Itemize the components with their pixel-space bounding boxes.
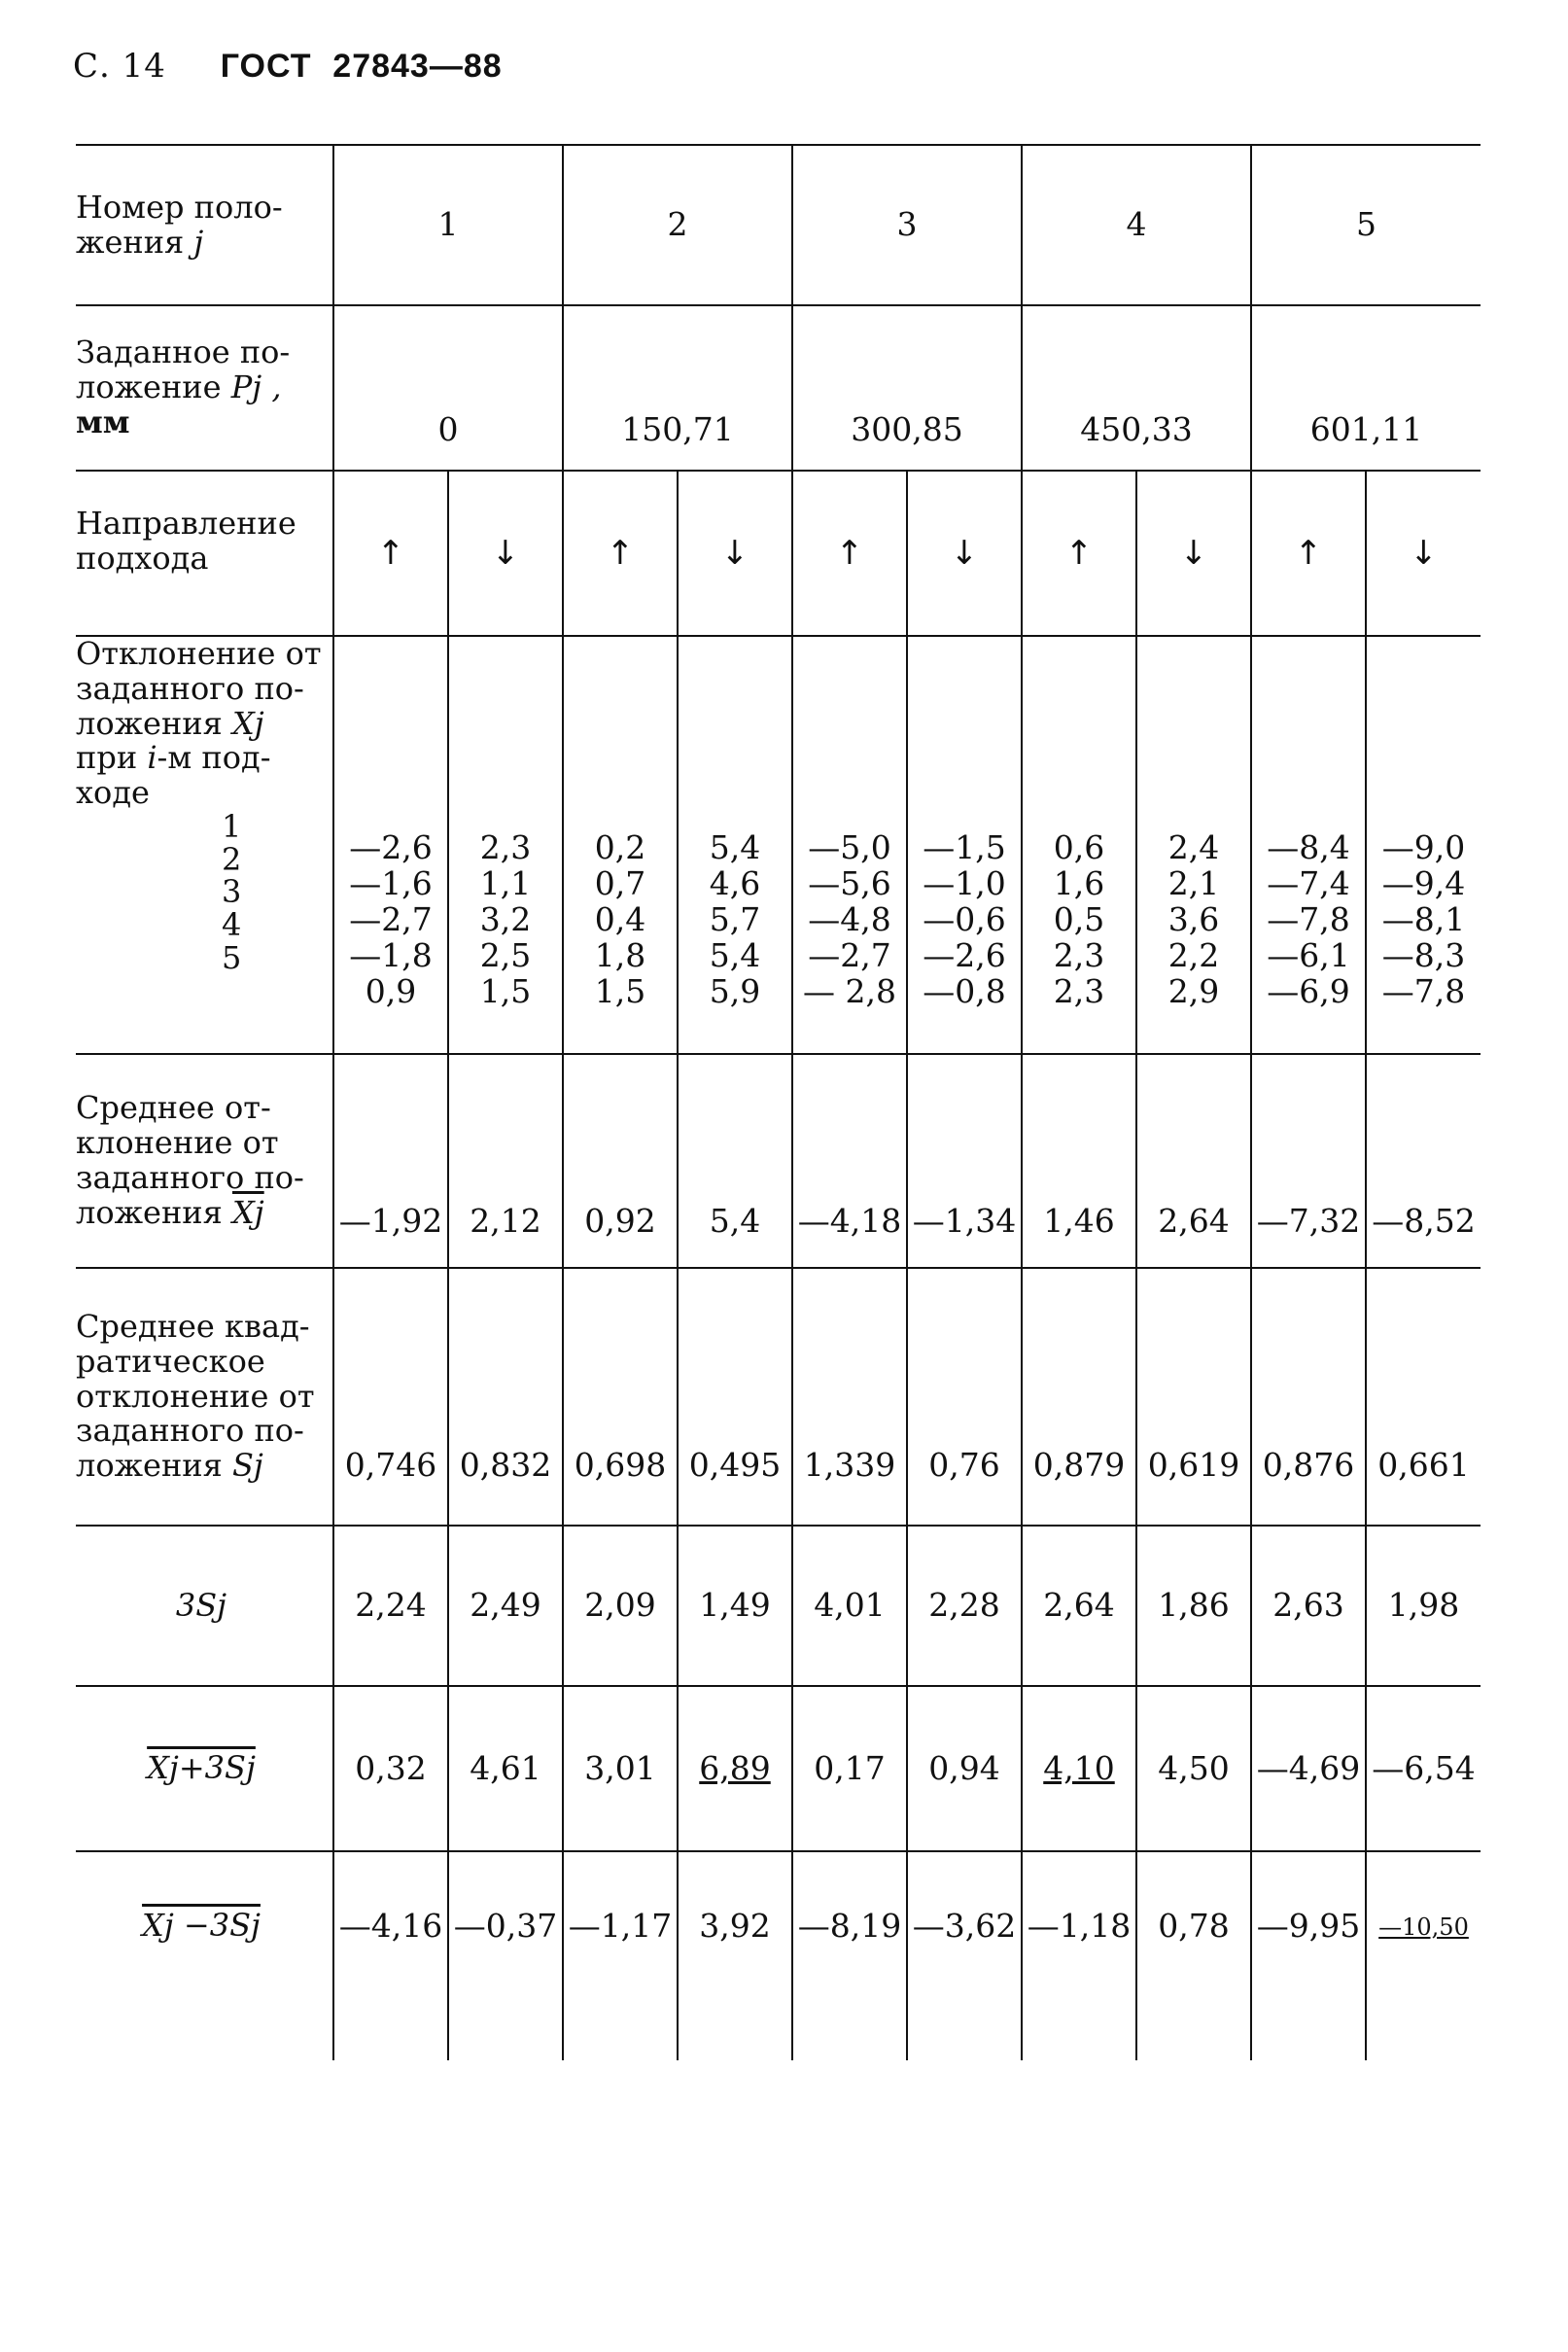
deviation-value: 2,3 [1053,936,1105,975]
label-mean-plus: Xj+3Sj [76,1686,333,1851]
row-three-s [76,1526,1481,1686]
mean-minus-cell: —8,19 [792,1851,907,2060]
three-s-cell: 1,49 [678,1526,792,1686]
position-5: 5 [1251,145,1481,305]
mean-plus-cell: 4,61 [448,1686,563,1851]
three-s-cell: 2,09 [563,1526,678,1686]
deviation-value: 2,2 [1167,936,1220,975]
deviation-value: —7,4 [1267,864,1350,903]
deviation-column [1022,636,1136,1054]
arrow-up-icon: ↑ [563,471,678,636]
deviation-value: 1,1 [479,864,532,903]
arrow-down-icon: ↓ [448,471,563,636]
deviation-value: —5,6 [808,864,891,903]
approach-index-list: 1 2 3 4 5 [222,808,242,976]
mean-deviation-cell: 2,12 [448,1054,563,1268]
deviation-value: —6,9 [1267,972,1350,1011]
standard-number: 27843—88 [332,48,503,85]
mean-minus-cell: 0,78 [1136,1851,1251,2060]
row-std-deviation [76,1268,1481,1526]
deviation-value: 5,9 [709,972,761,1011]
deviation-value: —2,6 [349,828,433,867]
mean-minus-cell: —0,37 [448,1851,563,2060]
deviation-value: 2,4 [1167,828,1220,867]
arrow-down-icon: ↓ [678,471,792,636]
label-deviation: Отклонение от заданного по- ложения Xj при i-м под- ходе 1 2 3 4 5 [76,636,333,1054]
mean-deviation-cell: —4,18 [792,1054,907,1268]
deviation-value: — 2,8 [803,972,896,1011]
mean-deviation-cell: —1,92 [333,1054,448,1268]
deviation-value: 0,5 [1053,900,1105,939]
arrow-down-icon: ↓ [907,471,1022,636]
mean-plus-cell: 3,01 [563,1686,678,1851]
deviation-value: —2,7 [808,936,891,975]
given-position-4: 450,33 [1022,305,1251,471]
given-position-3: 300,85 [792,305,1022,471]
std-deviation-cell: 0,76 [907,1268,1022,1526]
deviation-value: 0,7 [594,864,646,903]
arrow-down-icon: ↓ [1366,471,1481,636]
deviation-value: —8,4 [1267,828,1350,867]
row-deviations [76,636,1481,1054]
std-deviation-cell: 1,339 [792,1268,907,1526]
deviation-value: —0,6 [923,900,1006,939]
deviation-column [907,636,1022,1054]
deviation-value: —4,8 [808,900,891,939]
page-number: С. 14 [73,47,166,86]
deviation-value: —7,8 [1267,900,1350,939]
row-approach-direction [76,471,1481,636]
row-mean-plus [76,1686,1481,1851]
deviation-value: 5,4 [709,936,761,975]
row-mean-deviation [76,1054,1481,1268]
three-s-cell: 1,86 [1136,1526,1251,1686]
mean-plus-cell: 0,94 [907,1686,1022,1851]
mean-deviation-cell: 5,4 [678,1054,792,1268]
deviation-value: —1,5 [923,828,1006,867]
deviation-value: 2,5 [479,936,532,975]
deviation-value: —5,0 [808,828,891,867]
deviation-value: —0,8 [923,972,1006,1011]
mean-deviation-cell: —7,32 [1251,1054,1366,1268]
deviation-column [333,636,448,1054]
std-deviation-cell: 0,661 [1366,1268,1481,1526]
deviation-value: 5,7 [709,900,761,939]
row-mean-minus [76,1851,1481,2060]
label-mean-minus: Xj −3Sj [76,1851,333,2060]
deviation-value: 2,9 [1167,972,1220,1011]
mean-deviation-cell: 1,46 [1022,1054,1136,1268]
mean-deviation-cell: —8,52 [1366,1054,1481,1268]
deviation-value: —1,8 [349,936,433,975]
standard-code: ГОСТ [220,48,312,85]
deviation-value: —2,6 [923,936,1006,975]
std-deviation-cell: 0,876 [1251,1268,1366,1526]
deviation-value: —9,4 [1381,864,1466,903]
deviation-value: 3,2 [479,900,532,939]
deviation-value: 0,9 [365,972,417,1011]
three-s-cell: 2,63 [1251,1526,1366,1686]
mean-minus-cell: —4,16 [333,1851,448,2060]
deviation-value: 3,6 [1167,900,1220,939]
three-s-cell: 2,24 [333,1526,448,1686]
deviation-column [678,636,792,1054]
std-deviation-cell: 0,879 [1022,1268,1136,1526]
deviation-value: 4,6 [709,864,761,903]
deviation-value: 5,4 [709,828,761,867]
row-position-number [76,145,1481,305]
mean-minus-cell: 3,92 [678,1851,792,2060]
deviation-value: 2,3 [479,828,532,867]
given-position-2: 150,71 [563,305,792,471]
deviation-value: 0,4 [594,900,646,939]
label-approach-direction: Направление подхода [76,471,333,636]
deviation-value: —8,1 [1381,900,1466,939]
deviation-value: —1,0 [923,864,1006,903]
mean-deviation-cell: 2,64 [1136,1054,1251,1268]
mean-minus-cell-min: —10,50 [1366,1851,1481,2060]
deviation-value: —6,1 [1267,936,1350,975]
given-position-1: 0 [333,305,563,471]
three-s-cell: 4,01 [792,1526,907,1686]
deviation-value: —7,8 [1381,972,1466,1011]
mean-minus-cell: —9,95 [1251,1851,1366,2060]
label-three-s: 3Sj [76,1526,333,1686]
label-position-number: Номер поло- жения j [76,145,333,305]
label-given-position: Заданное по- ложение Pj , мм [76,305,333,471]
std-deviation-cell: 0,495 [678,1268,792,1526]
three-s-cell: 2,28 [907,1526,1022,1686]
label-std-deviation: Среднее квад- ратическое отклонение от заданного по- ложения Sj [76,1268,333,1526]
deviation-column [1251,636,1366,1054]
page-header [73,47,503,86]
mean-deviation-cell: 0,92 [563,1054,678,1268]
mean-minus-cell: —3,62 [907,1851,1022,2060]
mean-plus-cell: 0,32 [333,1686,448,1851]
mean-plus-cell: —4,69 [1251,1686,1366,1851]
mean-deviation-cell: —1,34 [907,1054,1022,1268]
three-s-cell: 2,64 [1022,1526,1136,1686]
deviation-column [1136,636,1251,1054]
mean-minus-cell: —1,18 [1022,1851,1136,2060]
position-3: 3 [792,145,1022,305]
deviation-value: —8,3 [1381,936,1466,975]
deviation-column [1366,636,1481,1054]
three-s-cell: 2,49 [448,1526,563,1686]
arrow-down-icon: ↓ [1136,471,1251,636]
std-deviation-cell: 0,746 [333,1268,448,1526]
deviation-column [448,636,563,1054]
position-1: 1 [333,145,563,305]
deviation-value: 1,5 [479,972,532,1011]
arrow-up-icon: ↑ [1022,471,1136,636]
measurement-table [76,144,1481,2060]
deviation-column [792,636,907,1054]
arrow-up-icon: ↑ [333,471,448,636]
mean-plus-cell: —6,54 [1366,1686,1481,1851]
std-deviation-cell: 0,832 [448,1268,563,1526]
deviation-value: —1,6 [349,864,433,903]
deviation-column [563,636,678,1054]
deviation-value: 0,2 [594,828,646,867]
deviation-value: 2,1 [1167,864,1220,903]
deviation-value: —2,7 [349,900,433,939]
deviation-value: 0,6 [1053,828,1105,867]
deviation-value: 2,3 [1053,972,1105,1011]
row-given-position [76,305,1481,471]
given-position-5: 601,11 [1251,305,1481,471]
deviation-value: 1,8 [594,936,646,975]
std-deviation-cell: 0,619 [1136,1268,1251,1526]
arrow-up-icon: ↑ [1251,471,1366,636]
deviation-value: 1,5 [594,972,646,1011]
mean-plus-cell-max: 6,89 [678,1686,792,1851]
mean-plus-cell: 0,17 [792,1686,907,1851]
three-s-cell: 1,98 [1366,1526,1481,1686]
mean-plus-cell: 4,50 [1136,1686,1251,1851]
mean-plus-cell-max: 4,10 [1022,1686,1136,1851]
label-mean-deviation: Среднее от- клонение от заданного по- ложения $\overline{Xj}$ [76,1054,333,1268]
deviation-value: —9,0 [1381,828,1466,867]
mean-minus-cell: —1,17 [563,1851,678,2060]
position-4: 4 [1022,145,1251,305]
std-deviation-cell: 0,698 [563,1268,678,1526]
deviation-value: 1,6 [1053,864,1105,903]
arrow-up-icon: ↑ [792,471,907,636]
position-2: 2 [563,145,792,305]
